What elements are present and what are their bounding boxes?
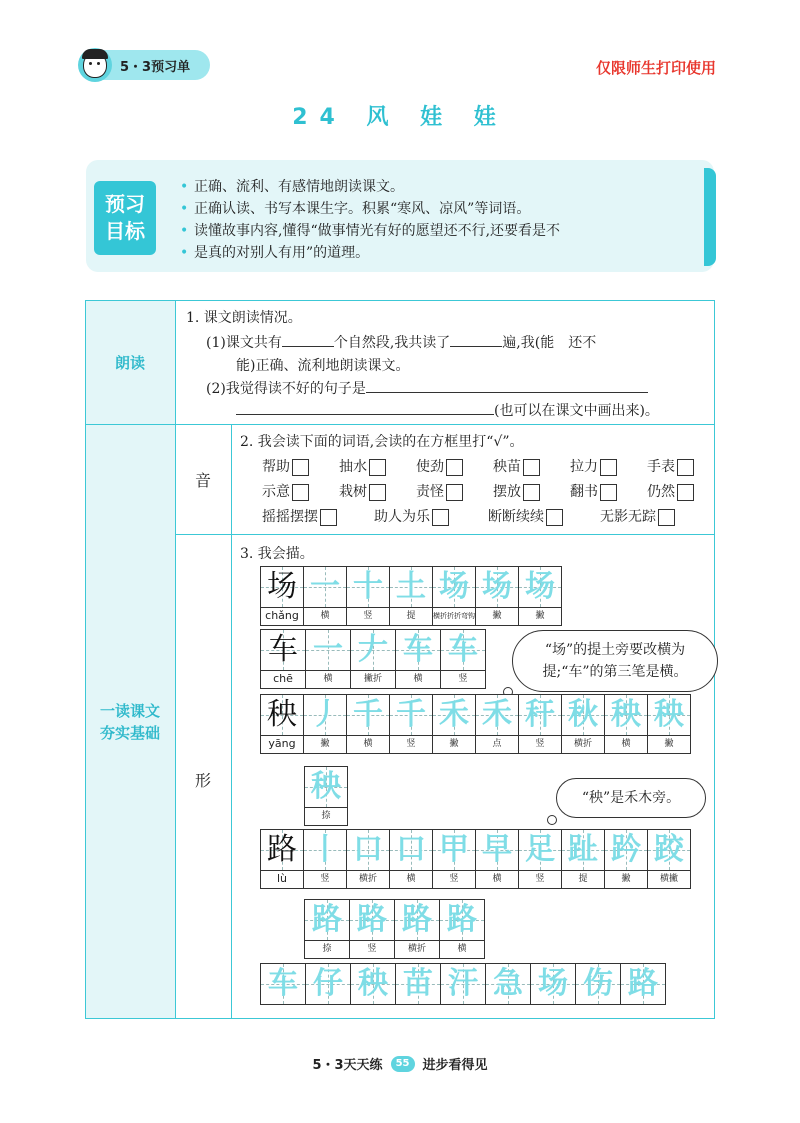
hard-sentence-blank[interactable] <box>366 376 648 393</box>
trace-glyph: 路 <box>447 902 477 937</box>
trace-glyph: 秧 <box>611 697 641 732</box>
word-text: 助人为乐 <box>374 509 430 525</box>
trace-cell[interactable] <box>562 695 605 753</box>
stroke-grid-yang <box>260 694 691 754</box>
stroke-name: 横 <box>413 674 423 684</box>
stroke-name: 撇 <box>320 739 330 749</box>
trace-cell[interactable] <box>476 695 519 753</box>
stroke-name: 捺 <box>322 944 332 954</box>
table-border-left <box>85 300 86 1018</box>
word-item <box>493 480 570 504</box>
word-text: 抽水 <box>339 459 367 475</box>
stroke-name: 横折 <box>407 944 426 954</box>
trace-question-title: 3. 我会描。 <box>240 546 314 562</box>
stroke-name: 横 <box>492 874 502 884</box>
trace-glyph: 丿 <box>310 697 340 732</box>
main-char-cell <box>261 630 306 688</box>
reading-q2-line2 <box>236 398 659 423</box>
trace-cell[interactable] <box>304 567 347 625</box>
main-char: 路 <box>267 832 297 867</box>
copy-glyph: 苗 <box>403 966 433 1001</box>
goal-item: • 正确、流利、有感情地朗读课文。 <box>180 176 700 198</box>
q2-text-b: (也可以在课文中画出来)。 <box>494 403 659 419</box>
word-text: 摇摇摆摆 <box>262 509 318 525</box>
main-char-cell <box>261 695 304 753</box>
trace-glyph: 场 <box>525 569 555 604</box>
word-text: 无影无踪 <box>600 509 656 525</box>
copy-glyph: 秧 <box>358 966 388 1001</box>
stroke-name: 撇 <box>492 611 502 621</box>
basics-label-line1: 一读课文 <box>99 702 160 720</box>
stroke-grid-yang-extra <box>304 766 348 826</box>
copy-glyph: 仔 <box>313 966 343 1001</box>
footer-right: 进步看得见 <box>422 1058 488 1073</box>
word-item <box>262 505 374 529</box>
mascot-avatar <box>78 48 112 82</box>
stroke-grid-chang <box>260 566 562 626</box>
trace-cell[interactable] <box>441 630 485 688</box>
stroke-name: 横折折折弯钩 <box>433 612 475 620</box>
trace-cell[interactable] <box>519 695 562 753</box>
word-text: 断断续续 <box>488 509 544 525</box>
trace-glyph: 秆 <box>525 697 555 732</box>
word-item <box>647 480 694 504</box>
shape-label: 形 <box>194 771 211 790</box>
trace-glyph: 秋 <box>568 697 598 732</box>
word-text: 仍然 <box>647 484 675 500</box>
copy-cell[interactable] <box>306 964 351 1004</box>
word-question-title: 2. 我会读下面的词语,会读的在方框里打“√”。 <box>240 434 524 450</box>
trace-glyph: 口 <box>353 832 383 867</box>
trace-glyph: 丨 <box>310 832 340 867</box>
brand-badge <box>84 50 210 80</box>
sound-label: 音 <box>194 471 211 490</box>
stroke-name: 竖 <box>535 739 545 749</box>
goals-list <box>180 176 700 264</box>
trace-cell[interactable] <box>433 695 476 753</box>
trace-glyph: 路 <box>357 902 387 937</box>
copy-glyph: 汗 <box>448 966 478 1001</box>
trace-glyph: 路 <box>312 902 342 937</box>
stroke-name: 横 <box>406 874 416 884</box>
checkbox[interactable] <box>546 509 563 526</box>
stroke-name: 竖 <box>320 874 330 884</box>
trace-cell[interactable] <box>476 830 519 888</box>
checkbox[interactable] <box>432 509 449 526</box>
checkbox[interactable] <box>292 484 309 501</box>
stroke-name: 横 <box>457 944 467 954</box>
checkbox[interactable] <box>658 509 675 526</box>
reading-question-title: 1. 课文朗读情况。 <box>186 310 302 326</box>
trace-cell[interactable] <box>433 567 476 625</box>
pinyin: yāng <box>268 737 296 750</box>
checkbox[interactable] <box>600 484 617 501</box>
checkbox[interactable] <box>320 509 337 526</box>
stroke-name: 横 <box>320 611 330 621</box>
stroke-name: 撇 <box>664 739 674 749</box>
goals-label-line1: 预习 <box>105 192 145 216</box>
checkbox[interactable] <box>677 484 694 501</box>
main-char: 秧 <box>267 697 297 732</box>
copy-glyph: 路 <box>628 966 658 1001</box>
main-char-cell <box>261 830 304 888</box>
trace-glyph: 车 <box>403 632 433 667</box>
word-item <box>262 455 339 479</box>
goals-label <box>94 181 156 255</box>
trace-glyph: 足 <box>525 832 555 867</box>
table-divider <box>175 300 176 1018</box>
footer-left: 5・3天天练 <box>312 1058 383 1073</box>
trace-cell[interactable] <box>440 900 484 958</box>
pinyin: chē <box>273 672 293 685</box>
word-item <box>339 480 416 504</box>
checkbox[interactable] <box>446 459 463 476</box>
trace-glyph: 千 <box>353 697 383 732</box>
print-note: 仅限师生打印使用 <box>595 59 716 77</box>
word-item <box>570 455 647 479</box>
basics-label-line2: 夯实基础 <box>99 724 160 742</box>
trace-cell[interactable] <box>605 830 648 888</box>
trace-cell[interactable] <box>390 830 433 888</box>
stroke-name: 横 <box>363 739 373 749</box>
word-row-2 <box>262 480 694 504</box>
stroke-name: 横折 <box>358 874 377 884</box>
word-item <box>374 505 488 529</box>
trace-glyph: 一 <box>313 632 343 667</box>
stroke-name: 撇折 <box>363 674 382 684</box>
table-border-bottom <box>85 1018 715 1019</box>
word-item <box>488 505 600 529</box>
copy-cell[interactable] <box>441 964 486 1004</box>
trace-cell[interactable] <box>306 630 351 688</box>
copy-cell[interactable] <box>576 964 621 1004</box>
reading-q1-line1 <box>206 330 596 355</box>
word-row-3 <box>262 505 675 529</box>
word-text: 翻书 <box>570 484 598 500</box>
copy-cell[interactable] <box>351 964 396 1004</box>
trace-glyph: 𠂇 <box>358 632 388 667</box>
checkbox[interactable] <box>523 459 540 476</box>
copy-glyph: 车 <box>268 966 298 1001</box>
stroke-name: 撇 <box>449 739 459 749</box>
pinyin: lù <box>276 872 288 885</box>
word-text: 摆放 <box>493 484 521 500</box>
q1-text-c: 遍,我(能 还不 <box>502 335 597 351</box>
copy-cell[interactable] <box>261 964 306 1004</box>
trace-glyph: 趾 <box>568 832 598 867</box>
trace-cell[interactable] <box>347 695 390 753</box>
trace-cell[interactable] <box>648 695 690 753</box>
trace-cell[interactable] <box>347 830 390 888</box>
checkbox[interactable] <box>446 484 463 501</box>
pinyin: chǎng <box>265 609 299 622</box>
trace-glyph: 口 <box>396 832 426 867</box>
tip-cloud-yang: “秧”是禾木旁。 <box>556 778 706 818</box>
tip-cloud-chang-che: “场”的提土旁要改横为提;“车”的第三笔是横。 <box>512 630 718 692</box>
trace-glyph: 跤 <box>654 832 684 867</box>
table-divider <box>175 534 715 535</box>
copy-glyph: 急 <box>493 966 523 1001</box>
copy-practice-row <box>260 963 666 1005</box>
page-number: 55 <box>391 1056 415 1072</box>
word-item <box>493 455 570 479</box>
page-title: 24 风 娃 娃 <box>292 105 508 130</box>
word-item <box>600 505 675 529</box>
copy-cell[interactable] <box>531 964 576 1004</box>
stroke-name: 横 <box>621 739 631 749</box>
paragraph-count-blank[interactable] <box>282 330 334 347</box>
badge-label: 5・3预习单 <box>120 59 191 75</box>
reading-q1-line2: 能)正确、流利地朗读课文。 <box>236 358 410 374</box>
trace-glyph: 甲 <box>439 832 469 867</box>
word-item <box>647 455 694 479</box>
stroke-name: 横 <box>323 674 333 684</box>
word-text: 拉力 <box>570 459 598 475</box>
word-text: 秧苗 <box>493 459 521 475</box>
stroke-name: 撇 <box>535 611 545 621</box>
stroke-name: 点 <box>492 739 502 749</box>
stroke-name: 竖 <box>363 611 373 621</box>
trace-cell[interactable] <box>304 830 347 888</box>
trace-cell[interactable] <box>305 900 350 958</box>
main-char-cell <box>261 567 304 625</box>
read-times-blank[interactable] <box>450 330 502 347</box>
copy-glyph: 伤 <box>583 966 613 1001</box>
copy-glyph: 场 <box>538 966 568 1001</box>
goal-item: • 正确认读、书写本课生字。积累“寒风、凉风”等词语。 <box>180 198 700 220</box>
trace-cell[interactable] <box>347 567 390 625</box>
trace-glyph: 一 <box>310 569 340 604</box>
checkbox[interactable] <box>677 459 694 476</box>
stroke-name: 竖 <box>535 874 545 884</box>
word-item <box>416 480 493 504</box>
word-text: 栽树 <box>339 484 367 500</box>
trace-glyph: 趻 <box>611 832 641 867</box>
checkbox[interactable] <box>600 459 617 476</box>
stroke-name: 提 <box>406 611 416 621</box>
checkbox[interactable] <box>523 484 540 501</box>
stroke-name: 竖 <box>449 874 459 884</box>
table-divider <box>85 424 715 425</box>
trace-glyph: 禾 <box>439 697 469 732</box>
trace-cell[interactable] <box>351 630 396 688</box>
trace-glyph: 场 <box>482 569 512 604</box>
hard-sentence-blank-2[interactable] <box>236 398 494 415</box>
q2-text-a: (2)我觉得读不好的句子是 <box>206 381 366 397</box>
q1-text-a: (1)课文共有 <box>206 335 282 351</box>
trace-cell[interactable] <box>396 630 441 688</box>
trace-cell[interactable] <box>433 830 476 888</box>
word-item <box>262 480 339 504</box>
trace-glyph: 十 <box>353 569 383 604</box>
word-item <box>570 480 647 504</box>
trace-cell[interactable] <box>648 830 690 888</box>
reading-label: 朗读 <box>114 354 145 372</box>
word-text: 责怪 <box>416 484 444 500</box>
main-char: 场 <box>267 569 297 604</box>
word-text: 示意 <box>262 484 290 500</box>
trace-cell[interactable] <box>562 830 605 888</box>
stroke-name: 捺 <box>321 811 331 821</box>
word-text: 手表 <box>647 459 675 475</box>
stroke-name: 竖 <box>367 944 377 954</box>
trace-glyph: 场 <box>439 569 469 604</box>
stroke-grid-che <box>260 629 486 689</box>
word-item <box>416 455 493 479</box>
basics-label <box>85 700 175 744</box>
stroke-grid-lu-extra <box>304 899 485 959</box>
word-row-1 <box>262 455 694 479</box>
stroke-name: 提 <box>578 874 588 884</box>
trace-cell[interactable] <box>395 900 440 958</box>
word-text: 使劲 <box>416 459 444 475</box>
trace-glyph: 禾 <box>482 697 512 732</box>
trace-cell[interactable] <box>390 695 433 753</box>
stroke-name: 竖 <box>406 739 416 749</box>
trace-cell[interactable] <box>476 567 519 625</box>
trace-cell[interactable] <box>519 830 562 888</box>
trace-glyph: 秧 <box>311 769 341 804</box>
word-item <box>339 455 416 479</box>
page-footer <box>0 1054 800 1073</box>
copy-cell[interactable] <box>396 964 441 1004</box>
trace-glyph: 早 <box>482 832 512 867</box>
stroke-name: 横折 <box>573 739 592 749</box>
checkbox[interactable] <box>369 459 386 476</box>
goals-label-line2: 目标 <box>105 219 145 243</box>
trace-cell[interactable] <box>350 900 395 958</box>
trace-cell[interactable] <box>519 567 561 625</box>
stroke-grid-lu <box>260 829 691 889</box>
copy-cell[interactable] <box>621 964 665 1004</box>
q1-text-b: 个自然段,我共读了 <box>333 335 451 351</box>
trace-glyph: 车 <box>448 632 478 667</box>
goal-item: • 读懂故事内容,懂得“做事情光有好的愿望还不行,还要看是不 <box>180 220 700 242</box>
word-text: 帮助 <box>262 459 290 475</box>
stroke-name: 横撇 <box>659 874 678 884</box>
main-char: 车 <box>268 632 298 667</box>
stroke-name: 撇 <box>621 874 631 884</box>
checkbox[interactable] <box>292 459 309 476</box>
goal-item-continued: • 是真的对别人有用”的道理。 <box>180 242 700 264</box>
trace-cell[interactable] <box>304 695 347 753</box>
trace-cell[interactable] <box>390 567 433 625</box>
goals-edge-decoration <box>704 168 716 266</box>
table-border-top <box>85 300 715 301</box>
checkbox[interactable] <box>369 484 386 501</box>
trace-cell[interactable] <box>305 767 347 825</box>
copy-cell[interactable] <box>486 964 531 1004</box>
table-divider <box>231 424 232 1018</box>
trace-glyph: 千 <box>396 697 426 732</box>
trace-glyph: 路 <box>402 902 432 937</box>
trace-cell[interactable] <box>605 695 648 753</box>
stroke-name: 竖 <box>458 674 468 684</box>
trace-glyph: 秧 <box>654 697 684 732</box>
trace-glyph: 土 <box>396 569 426 604</box>
